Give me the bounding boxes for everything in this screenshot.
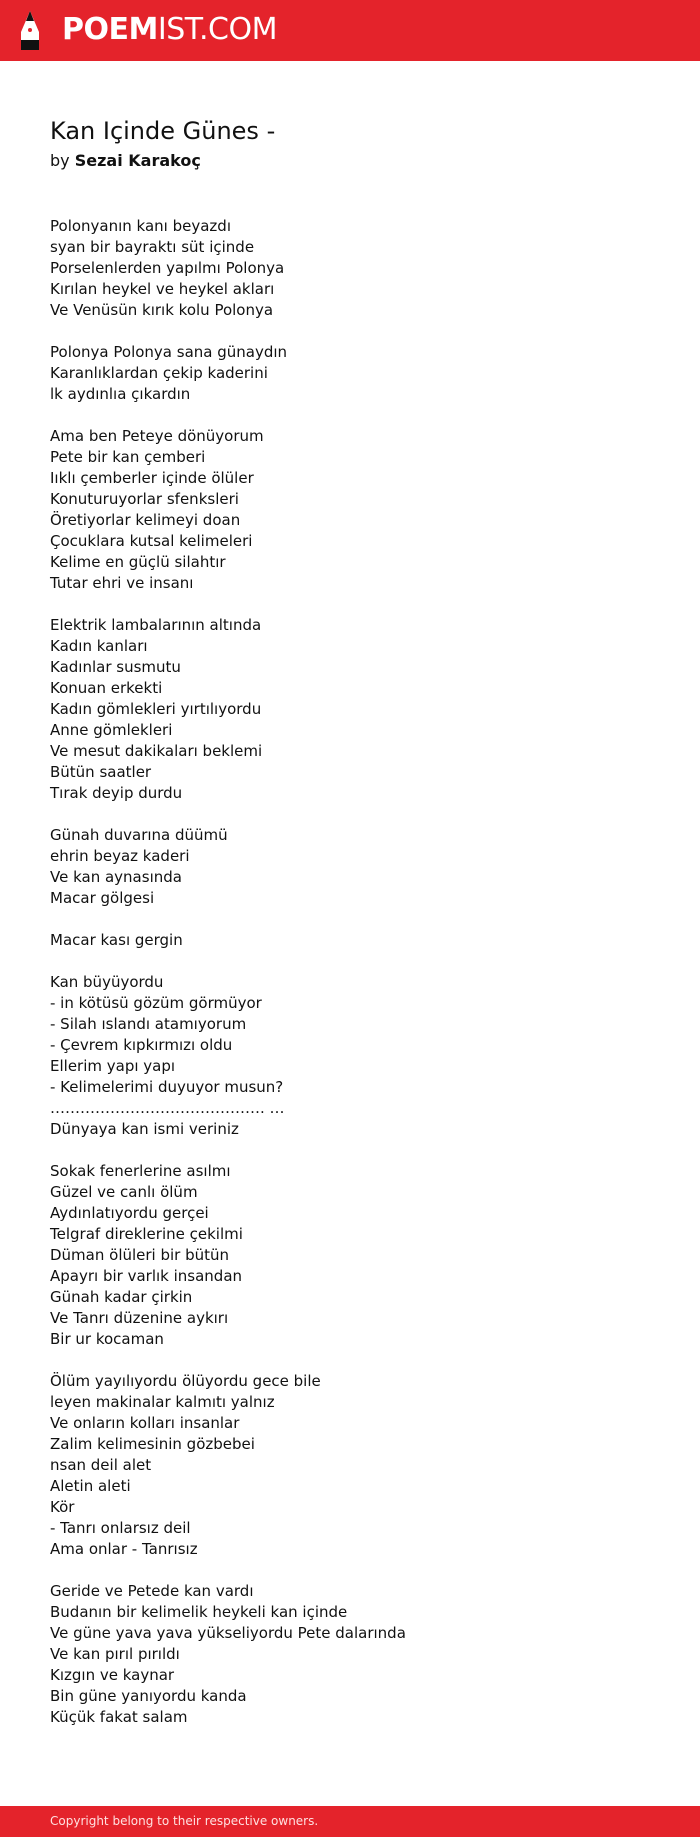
poem-line: Konuan erkekti bbox=[50, 679, 163, 697]
poem-line: Bin güne yanıyordu kanda bbox=[50, 1687, 247, 1705]
poem-body bbox=[50, 216, 660, 1728]
poem-line: Ve onların kolları insanlar bbox=[50, 1414, 240, 1432]
poem-line: Ve Tanrı düzenine aykırı bbox=[50, 1309, 229, 1327]
poem-line: Kızgın ve kaynar bbox=[50, 1666, 175, 1684]
poem-line: Karanlıklardan çekip kaderini bbox=[50, 364, 268, 382]
poem-title: Kan Içinde Günes - bbox=[50, 117, 276, 145]
poem-stanza bbox=[50, 342, 660, 405]
site-footer bbox=[0, 1806, 700, 1837]
logo-light-text: IST.COM bbox=[157, 12, 277, 47]
logo-bold-text: POEM bbox=[62, 12, 158, 47]
poem-content bbox=[50, 114, 660, 1749]
poem-line: Kör bbox=[50, 1498, 75, 1516]
poem-line: Sokak fenerlerine asılmı bbox=[50, 1162, 231, 1180]
poem-stanza bbox=[50, 216, 660, 321]
poem-line: Aydınlatıyordu gerçei bbox=[50, 1204, 209, 1222]
poem-line: Ellerim yapı yapı bbox=[50, 1057, 176, 1075]
poem-line: Kadınlar susmutu bbox=[50, 658, 181, 676]
poem-line: Günah duvarına düümü bbox=[50, 826, 228, 844]
poem-line: Kadın kanları bbox=[50, 637, 148, 655]
poem-line: Ve kan pırıl pırıldı bbox=[50, 1645, 180, 1663]
poem-line: Düman ölüleri bir bütün bbox=[50, 1246, 230, 1264]
poem-line: Dünyaya kan ismi veriniz bbox=[50, 1120, 239, 1138]
poem-stanza bbox=[50, 972, 660, 1140]
poem-line: - Kelimelerimi duyuyor musun? bbox=[50, 1078, 284, 1096]
poem-line: leyen makinalar kalmıtı yalnız bbox=[50, 1393, 275, 1411]
poem-line: syan bir bayraktı süt içinde bbox=[50, 238, 255, 256]
byline bbox=[50, 150, 660, 172]
poem-line: - in kötüsü gözüm görmüyor bbox=[50, 994, 262, 1012]
poem-line: Ama onlar - Tanrısız bbox=[50, 1540, 198, 1558]
poem-line: Elektrik lambalarının altında bbox=[50, 616, 262, 634]
poem-line: Bütün saatler bbox=[50, 763, 152, 781]
poem-line: Macar kası gergin bbox=[50, 931, 183, 949]
by-label: by bbox=[50, 151, 70, 170]
poem-line: Günah kadar çirkin bbox=[50, 1288, 193, 1306]
poem-stanza bbox=[50, 1371, 660, 1560]
poem-line: Tutar ehri ve insanı bbox=[50, 574, 194, 592]
poem-line: Iıklı çemberler içinde ölüler bbox=[50, 469, 254, 487]
poem-line: Macar gölgesi bbox=[50, 889, 155, 907]
copyright-text: Copyright belong to their respective owners. bbox=[50, 1814, 319, 1828]
pen-nib-icon[interactable] bbox=[18, 10, 42, 52]
poem-line: - Silah ıslandı atamıyorum bbox=[50, 1015, 247, 1033]
poem-line: Geride ve Petede kan vardı bbox=[50, 1582, 254, 1600]
poem-line: Ve güne yava yava yükseliyordu Pete dalarında bbox=[50, 1624, 406, 1642]
poem-stanza bbox=[50, 1581, 660, 1728]
poem-line: - Çevrem kıpkırmızı oldu bbox=[50, 1036, 233, 1054]
poem-stanza bbox=[50, 426, 660, 594]
poem-line: Ve mesut dakikaları beklemi bbox=[50, 742, 263, 760]
poem-line: Kadın gömlekleri yırtılıyordu bbox=[50, 700, 262, 718]
poem-line: Kan büyüyordu bbox=[50, 973, 164, 991]
poem-stanza bbox=[50, 825, 660, 909]
site-logo[interactable] bbox=[62, 9, 277, 51]
poem-line: Ve kan aynasında bbox=[50, 868, 182, 886]
poem-line: Ölüm yayılıyordu ölüyordu gece bile bbox=[50, 1372, 321, 1390]
poem-line: Kelime en güçlü silahtır bbox=[50, 553, 226, 571]
poem-line: Zalim kelimesinin gözbebei bbox=[50, 1435, 255, 1453]
poem-line: Ve Venüsün kırık kolu Polonya bbox=[50, 301, 274, 319]
poem-line: - Tanrı onlarsız deil bbox=[50, 1519, 191, 1537]
poem-stanza bbox=[50, 1161, 660, 1350]
poem-line: nsan deil alet bbox=[50, 1456, 152, 1474]
poem-line: Güzel ve canlı ölüm bbox=[50, 1183, 198, 1201]
poem-line: Küçük fakat salam bbox=[50, 1708, 188, 1726]
poem-line: Tırak deyip durdu bbox=[50, 784, 183, 802]
poem-line: Telgraf direklerine çekilmi bbox=[50, 1225, 243, 1243]
poem-line: Anne gömlekleri bbox=[50, 721, 173, 739]
poem-line: Bir ur kocaman bbox=[50, 1330, 164, 1348]
poem-line: Kırılan heykel ve heykel akları bbox=[50, 280, 275, 298]
poem-line: ehrin beyaz kaderi bbox=[50, 847, 190, 865]
poem-line: ……………………………………. … bbox=[50, 1099, 285, 1117]
poem-stanza bbox=[50, 615, 660, 804]
poem-line: Polonya Polonya sana günaydın bbox=[50, 343, 288, 361]
poem-line: Polonyanın kanı beyazdı bbox=[50, 217, 231, 235]
poem-line: Pete bir kan çemberi bbox=[50, 448, 206, 466]
poem-stanza bbox=[50, 930, 660, 951]
site-header bbox=[0, 0, 700, 61]
author-name[interactable]: Sezai Karakoç bbox=[74, 151, 201, 170]
poem-line: Budanın bir kelimelik heykeli kan içinde bbox=[50, 1603, 348, 1621]
poem-line: Öretiyorlar kelimeyi doan bbox=[50, 511, 241, 529]
poem-line: lk aydınlıa çıkardın bbox=[50, 385, 191, 403]
poem-line: Aletin aleti bbox=[50, 1477, 131, 1495]
poem-line: Ama ben Peteye dönüyorum bbox=[50, 427, 264, 445]
poem-line: Konuturuyorlar sfenksleri bbox=[50, 490, 239, 508]
poem-line: Çocuklara kutsal kelimeleri bbox=[50, 532, 253, 550]
poem-line: Apayrı bir varlık insandan bbox=[50, 1267, 243, 1285]
poem-line: Porselenlerden yapılmı Polonya bbox=[50, 259, 285, 277]
